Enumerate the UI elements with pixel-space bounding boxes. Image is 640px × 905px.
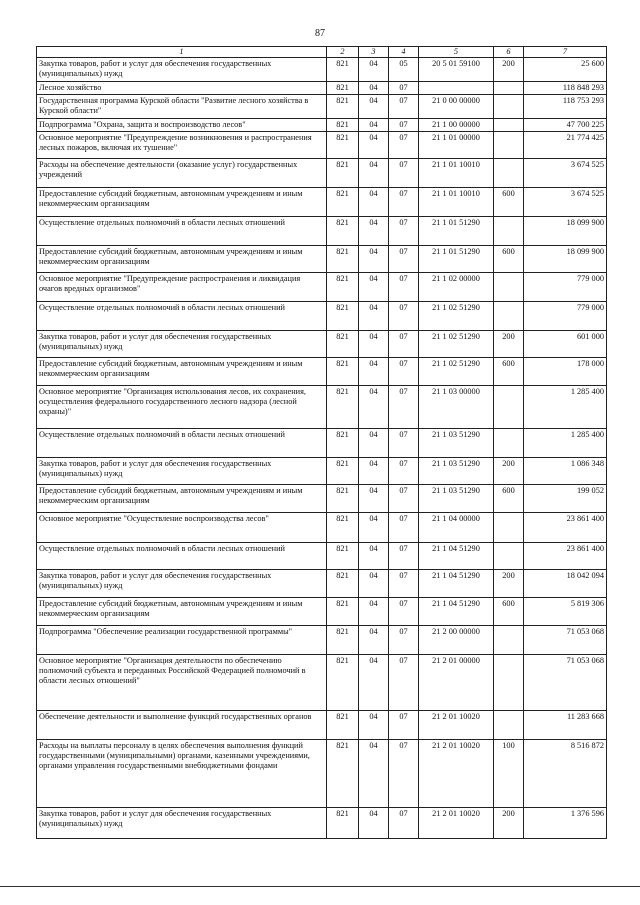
cell-expense-type: 600	[494, 485, 524, 513]
cell-subsection: 07	[389, 711, 419, 740]
cell-name: Закупка товаров, работ и услуг для обеспечения государственных (муниципальных) нужд	[37, 458, 327, 485]
cell-target-article: 21 2 00 00000	[419, 626, 494, 655]
cell-target-article: 21 1 01 00000	[419, 132, 494, 159]
cell-section: 04	[359, 358, 389, 386]
cell-name: Основное мероприятие "Организация деятельности по обеспечению полномочий субъекта и переданных Российской Федерацией полномочий в области лесных отношений"	[37, 655, 327, 711]
cell-ministry: 821	[327, 58, 359, 82]
table-row	[37, 513, 607, 543]
cell-ministry: 821	[327, 570, 359, 598]
cell-name: Предоставление субсидий бюджетным, автономным учреждениям и иным некоммерческим организациям	[37, 598, 327, 626]
cell-name: Предоставление субсидий бюджетным, автономным учреждениям и иным некоммерческим организациям	[37, 246, 327, 273]
cell-section: 04	[359, 458, 389, 485]
header-col-6: 6	[494, 47, 524, 58]
cell-section: 04	[359, 429, 389, 458]
cell-name: Основное мероприятие "Осуществление воспроизводства лесов"	[37, 513, 327, 543]
cell-target-article: 21 1 03 51290	[419, 485, 494, 513]
table-row	[37, 273, 607, 302]
cell-ministry: 821	[327, 626, 359, 655]
cell-name: Закупка товаров, работ и услуг для обеспечения государственных (муниципальных) нужд	[37, 808, 327, 839]
cell-name: Основное мероприятие "Организация использования лесов, их сохранения, осуществления федерального государственного лесного надзора (лесной охраны)"	[37, 386, 327, 429]
cell-ministry: 821	[327, 740, 359, 808]
cell-subsection: 07	[389, 119, 419, 132]
cell-ministry: 821	[327, 598, 359, 626]
cell-section: 04	[359, 82, 389, 95]
cell-expense-type	[494, 82, 524, 95]
cell-ministry: 821	[327, 543, 359, 570]
table-row	[37, 188, 607, 217]
cell-amount: 779 000	[524, 273, 607, 302]
cell-amount: 21 774 425	[524, 132, 607, 159]
cell-ministry: 821	[327, 358, 359, 386]
budget-table	[36, 46, 607, 839]
cell-ministry: 821	[327, 188, 359, 217]
cell-amount: 199 052	[524, 485, 607, 513]
cell-expense-type: 100	[494, 740, 524, 808]
cell-section: 04	[359, 119, 389, 132]
cell-name: Предоставление субсидий бюджетным, автономным учреждениям и иным некоммерческим организациям	[37, 358, 327, 386]
cell-section: 04	[359, 485, 389, 513]
table-row	[37, 598, 607, 626]
cell-target-article: 21 1 02 51290	[419, 302, 494, 331]
table-row	[37, 95, 607, 119]
table-row	[37, 543, 607, 570]
cell-amount: 3 674 525	[524, 159, 607, 188]
cell-subsection: 05	[389, 58, 419, 82]
header-col-5: 5	[419, 47, 494, 58]
cell-amount: 5 819 306	[524, 598, 607, 626]
cell-ministry: 821	[327, 82, 359, 95]
cell-amount: 3 674 525	[524, 188, 607, 217]
cell-target-article	[419, 82, 494, 95]
cell-target-article: 21 1 03 00000	[419, 386, 494, 429]
table-row	[37, 386, 607, 429]
cell-section: 04	[359, 740, 389, 808]
table-row	[37, 217, 607, 246]
cell-amount: 8 516 872	[524, 740, 607, 808]
cell-subsection: 07	[389, 95, 419, 119]
cell-ministry: 821	[327, 159, 359, 188]
cell-target-article: 21 1 01 10010	[419, 188, 494, 217]
cell-name: Основное мероприятие "Предупреждение распространения и ликвидация очагов вредных организмов"	[37, 273, 327, 302]
cell-amount: 71 053 068	[524, 626, 607, 655]
cell-section: 04	[359, 808, 389, 839]
cell-amount: 18 099 900	[524, 217, 607, 246]
table-row	[37, 740, 607, 808]
table-row	[37, 246, 607, 273]
cell-subsection: 07	[389, 655, 419, 711]
table-row	[37, 331, 607, 358]
cell-expense-type	[494, 273, 524, 302]
cell-expense-type	[494, 711, 524, 740]
cell-expense-type	[494, 119, 524, 132]
table-row	[37, 458, 607, 485]
cell-expense-type	[494, 159, 524, 188]
cell-target-article: 21 0 00 00000	[419, 95, 494, 119]
cell-name: Закупка товаров, работ и услуг для обеспечения государственных (муниципальных) нужд	[37, 58, 327, 82]
cell-name: Обеспечение деятельности и выполнение функций государственных органов	[37, 711, 327, 740]
cell-target-article: 21 1 04 51290	[419, 570, 494, 598]
cell-section: 04	[359, 246, 389, 273]
table-row	[37, 358, 607, 386]
cell-expense-type	[494, 217, 524, 246]
cell-name: Предоставление субсидий бюджетным, автономным учреждениям и иным некоммерческим организациям	[37, 485, 327, 513]
cell-subsection: 07	[389, 429, 419, 458]
cell-name: Предоставление субсидий бюджетным, автономным учреждениям и иным некоммерческим организациям	[37, 188, 327, 217]
cell-ministry: 821	[327, 711, 359, 740]
cell-amount: 47 700 225	[524, 119, 607, 132]
table-row	[37, 626, 607, 655]
cell-name: Закупка товаров, работ и услуг для обеспечения государственных (муниципальных) нужд	[37, 331, 327, 358]
table-row	[37, 159, 607, 188]
cell-subsection: 07	[389, 302, 419, 331]
cell-name: Осуществление отдельных полномочий в области лесных отношений	[37, 302, 327, 331]
cell-section: 04	[359, 132, 389, 159]
cell-expense-type	[494, 543, 524, 570]
cell-target-article: 21 1 01 51290	[419, 246, 494, 273]
cell-subsection: 07	[389, 386, 419, 429]
cell-ministry: 821	[327, 429, 359, 458]
cell-section: 04	[359, 711, 389, 740]
cell-section: 04	[359, 159, 389, 188]
cell-expense-type: 200	[494, 570, 524, 598]
cell-ministry: 821	[327, 458, 359, 485]
header-row	[37, 47, 607, 58]
cell-ministry: 821	[327, 485, 359, 513]
cell-expense-type: 600	[494, 188, 524, 217]
cell-amount: 118 848 293	[524, 82, 607, 95]
cell-amount: 1 285 400	[524, 429, 607, 458]
cell-target-article: 21 2 01 00000	[419, 655, 494, 711]
header-col-3: 3	[359, 47, 389, 58]
cell-subsection: 07	[389, 808, 419, 839]
cell-amount: 18 042 094	[524, 570, 607, 598]
cell-name: Государственная программа Курской области "Развитие лесного хозяйства в Курской области"	[37, 95, 327, 119]
cell-expense-type	[494, 513, 524, 543]
cell-name: Закупка товаров, работ и услуг для обеспечения государственных (муниципальных) нужд	[37, 570, 327, 598]
cell-subsection: 07	[389, 543, 419, 570]
cell-section: 04	[359, 217, 389, 246]
cell-ministry: 821	[327, 655, 359, 711]
cell-name: Подпрограмма "Охрана, защита и воспроизводство лесов"	[37, 119, 327, 132]
cell-amount: 1 086 348	[524, 458, 607, 485]
cell-section: 04	[359, 570, 389, 598]
cell-subsection: 07	[389, 358, 419, 386]
cell-ministry: 821	[327, 302, 359, 331]
cell-subsection: 07	[389, 217, 419, 246]
cell-expense-type	[494, 626, 524, 655]
cell-expense-type: 200	[494, 58, 524, 82]
cell-subsection: 07	[389, 626, 419, 655]
cell-name: Лесное хозяйство	[37, 82, 327, 95]
cell-subsection: 07	[389, 188, 419, 217]
cell-ministry: 821	[327, 273, 359, 302]
table-row	[37, 302, 607, 331]
cell-expense-type: 600	[494, 246, 524, 273]
table-row	[37, 485, 607, 513]
cell-ministry: 821	[327, 95, 359, 119]
header-col-1: 1	[37, 47, 327, 58]
cell-section: 04	[359, 598, 389, 626]
table-row	[37, 82, 607, 95]
cell-section: 04	[359, 331, 389, 358]
cell-name: Расходы на обеспечение деятельности (оказание услуг) государственных учреждений	[37, 159, 327, 188]
cell-target-article: 21 1 04 00000	[419, 513, 494, 543]
cell-name: Основное мероприятие "Предупреждение возникновения и распространения лесных пожаров, включая их тушение"	[37, 132, 327, 159]
cell-target-article: 21 1 01 51290	[419, 217, 494, 246]
cell-ministry: 821	[327, 513, 359, 543]
cell-subsection: 07	[389, 159, 419, 188]
cell-ministry: 821	[327, 119, 359, 132]
bottom-rule	[0, 886, 640, 887]
cell-amount: 118 753 293	[524, 95, 607, 119]
cell-target-article: 21 2 01 10020	[419, 740, 494, 808]
cell-target-article: 21 1 02 00000	[419, 273, 494, 302]
header-col-2: 2	[327, 47, 359, 58]
table-body	[37, 58, 607, 839]
cell-target-article: 20 5 01 59100	[419, 58, 494, 82]
cell-amount: 11 283 668	[524, 711, 607, 740]
cell-expense-type	[494, 302, 524, 331]
header-col-7: 7	[524, 47, 607, 58]
cell-ministry: 821	[327, 246, 359, 273]
cell-section: 04	[359, 95, 389, 119]
cell-expense-type	[494, 429, 524, 458]
cell-subsection: 07	[389, 740, 419, 808]
table-row	[37, 58, 607, 82]
table-row	[37, 570, 607, 598]
cell-subsection: 07	[389, 273, 419, 302]
table-row	[37, 655, 607, 711]
cell-section: 04	[359, 58, 389, 82]
cell-subsection: 07	[389, 570, 419, 598]
cell-expense-type: 600	[494, 358, 524, 386]
cell-expense-type	[494, 132, 524, 159]
cell-subsection: 07	[389, 246, 419, 273]
cell-subsection: 07	[389, 331, 419, 358]
table-row	[37, 429, 607, 458]
cell-name: Расходы на выплаты персоналу в целях обеспечения выполнения функций государственными (муниципальными) органами, казенными учреждениями, органами управления государственными внебюджетными фондами	[37, 740, 327, 808]
cell-ministry: 821	[327, 132, 359, 159]
header-col-4: 4	[389, 47, 419, 58]
cell-expense-type: 200	[494, 808, 524, 839]
cell-subsection: 07	[389, 513, 419, 543]
cell-target-article: 21 2 01 10020	[419, 808, 494, 839]
cell-section: 04	[359, 543, 389, 570]
cell-subsection: 07	[389, 485, 419, 513]
cell-target-article: 21 1 04 51290	[419, 598, 494, 626]
cell-section: 04	[359, 302, 389, 331]
cell-amount: 25 600	[524, 58, 607, 82]
cell-section: 04	[359, 273, 389, 302]
cell-target-article: 21 1 03 51290	[419, 429, 494, 458]
cell-amount: 1 285 400	[524, 386, 607, 429]
cell-target-article: 21 2 01 10020	[419, 711, 494, 740]
cell-subsection: 07	[389, 458, 419, 485]
cell-name: Подпрограмма "Обеспечение реализации государственной программы"	[37, 626, 327, 655]
cell-expense-type: 600	[494, 598, 524, 626]
table-row	[37, 132, 607, 159]
cell-amount: 23 861 400	[524, 513, 607, 543]
cell-section: 04	[359, 626, 389, 655]
cell-section: 04	[359, 655, 389, 711]
cell-amount: 71 053 068	[524, 655, 607, 711]
page-number: 87	[315, 28, 325, 39]
cell-expense-type: 200	[494, 331, 524, 358]
cell-target-article: 21 1 02 51290	[419, 331, 494, 358]
cell-amount: 779 000	[524, 302, 607, 331]
cell-target-article: 21 1 01 10010	[419, 159, 494, 188]
cell-target-article: 21 1 04 51290	[419, 543, 494, 570]
cell-section: 04	[359, 513, 389, 543]
cell-ministry: 821	[327, 331, 359, 358]
cell-subsection: 07	[389, 82, 419, 95]
cell-ministry: 821	[327, 217, 359, 246]
cell-amount: 23 861 400	[524, 543, 607, 570]
cell-expense-type	[494, 655, 524, 711]
cell-section: 04	[359, 188, 389, 217]
cell-target-article: 21 1 03 51290	[419, 458, 494, 485]
cell-name: Осуществление отдельных полномочий в области лесных отношений	[37, 429, 327, 458]
cell-target-article: 21 1 00 00000	[419, 119, 494, 132]
cell-ministry: 821	[327, 386, 359, 429]
cell-subsection: 07	[389, 132, 419, 159]
cell-amount: 1 376 596	[524, 808, 607, 839]
cell-expense-type	[494, 386, 524, 429]
cell-name: Осуществление отдельных полномочий в области лесных отношений	[37, 217, 327, 246]
cell-expense-type	[494, 95, 524, 119]
cell-subsection: 07	[389, 598, 419, 626]
cell-section: 04	[359, 386, 389, 429]
cell-amount: 178 000	[524, 358, 607, 386]
table-row	[37, 711, 607, 740]
cell-amount: 601 000	[524, 331, 607, 358]
cell-name: Осуществление отдельных полномочий в области лесных отношений	[37, 543, 327, 570]
table-row	[37, 808, 607, 839]
cell-expense-type: 200	[494, 458, 524, 485]
cell-target-article: 21 1 02 51290	[419, 358, 494, 386]
cell-ministry: 821	[327, 808, 359, 839]
table-row	[37, 119, 607, 132]
cell-amount: 18 099 900	[524, 246, 607, 273]
